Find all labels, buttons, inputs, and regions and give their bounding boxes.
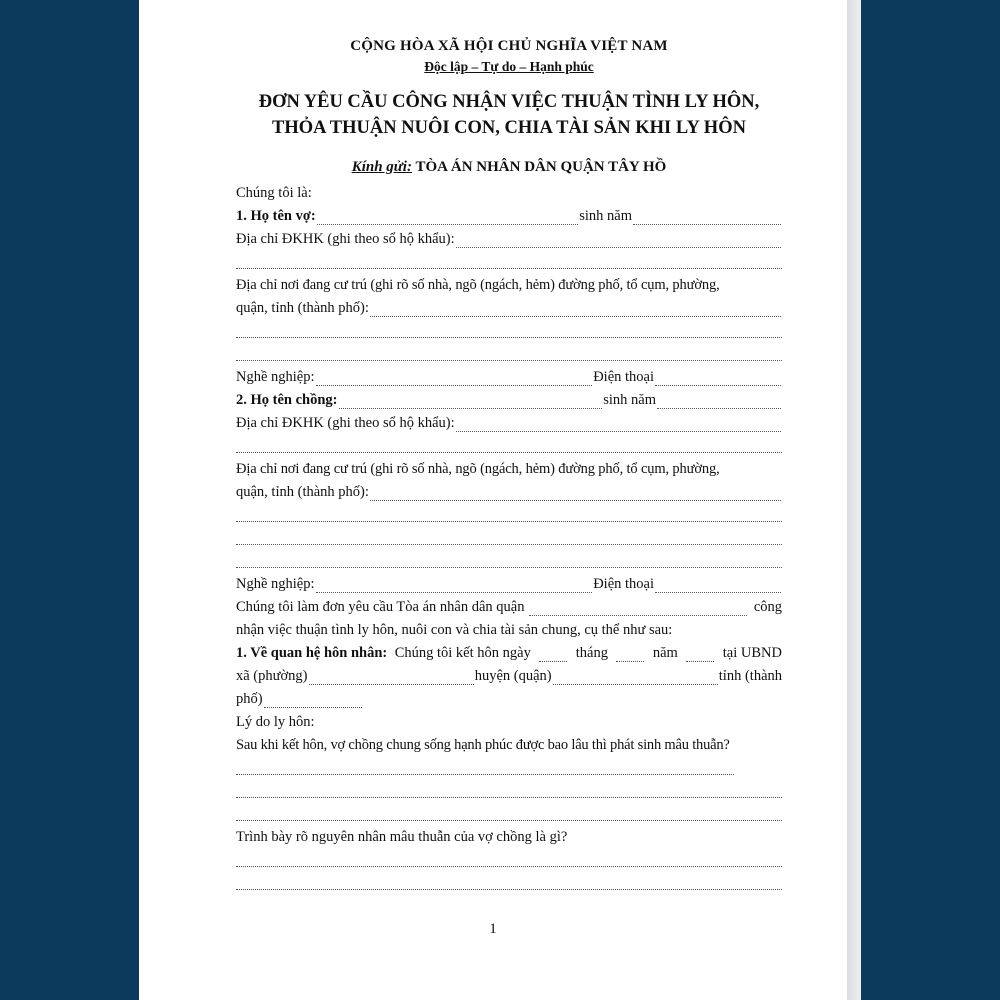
title-line-1: ĐƠN YÊU CẦU CÔNG NHẬN VIỆC THUẬN TÌNH LY HÔN, xyxy=(258,92,760,112)
wife-job-label: Nghề nghiệp: xyxy=(236,369,315,385)
wife-birth-field[interactable] xyxy=(632,205,782,228)
husband-address-line xyxy=(236,412,782,435)
husband-residence-line-2 xyxy=(236,481,782,504)
husband-address-blank[interactable] xyxy=(236,435,782,458)
request-text-end: công xyxy=(753,599,782,615)
husband-name-field[interactable] xyxy=(338,389,604,412)
husband-phone-label: Điện thoại xyxy=(593,576,654,592)
wife-name-line xyxy=(236,205,782,228)
wife-residence-field[interactable] xyxy=(369,297,782,320)
marriage-year-field[interactable] xyxy=(685,642,715,665)
husband-residence-field[interactable] xyxy=(369,481,782,504)
recipient-name: TÒA ÁN NHÂN DÂN QUẬN TÂY HỒ xyxy=(415,159,667,175)
recipient xyxy=(236,159,782,176)
husband-residence-blank-1[interactable] xyxy=(236,504,782,527)
wife-name-label: 1. Họ tên vợ: xyxy=(236,208,316,224)
marriage-district-field[interactable] xyxy=(552,665,719,688)
page-edge xyxy=(847,0,861,1000)
husband-name-label: 2. Họ tên chồng: xyxy=(236,392,338,408)
intro-line: Chúng tôi là: xyxy=(236,185,312,201)
marriage-heading: 1. Về quan hệ hôn nhân: xyxy=(236,645,388,661)
marriage-line-1 xyxy=(236,642,782,665)
husband-residence-blank-3[interactable] xyxy=(236,550,782,573)
marriage-province-label: tỉnh (thành xyxy=(718,668,782,684)
marriage-text-1: Chúng tôi kết hôn ngày xyxy=(394,645,531,661)
court-district-field[interactable] xyxy=(528,596,747,619)
wife-address-label: Địa chỉ ĐKHK (ghi theo sổ hộ khẩu): xyxy=(236,231,455,247)
title-line-2: THỎA THUẬN NUÔI CON, CHIA TÀI SẢN KHI LY HÔN xyxy=(272,118,746,138)
marriage-month-field[interactable] xyxy=(615,642,645,665)
request-line-1 xyxy=(236,596,782,619)
document-content xyxy=(236,38,782,895)
motto: Độc lập – Tự do – Hạnh phúc xyxy=(424,59,594,74)
reason-label: Lý do ly hôn: xyxy=(236,714,315,730)
marriage-text-4: tại UBND xyxy=(722,645,782,661)
request-text-start: Chúng tôi làm đơn yêu cầu Tòa án nhân dân quận xyxy=(236,599,525,615)
marriage-city-label: phố) xyxy=(236,691,263,707)
husband-address-field[interactable] xyxy=(455,412,782,435)
husband-name-line xyxy=(236,389,782,412)
document-page xyxy=(139,0,847,1000)
wife-phone-label: Điện thoại xyxy=(593,369,654,385)
husband-phone-field[interactable] xyxy=(654,573,782,596)
husband-birth-field[interactable] xyxy=(656,389,782,412)
marriage-day-field[interactable] xyxy=(538,642,568,665)
page-number: 1 xyxy=(489,921,497,937)
marriage-ward-label: xã (phường) xyxy=(236,668,308,684)
wife-phone-field[interactable] xyxy=(654,366,782,389)
wife-job-line xyxy=(236,366,782,389)
reason-question-1: Sau khi kết hôn, vợ chồng chung sống hạnh phúc được bao lâu thì phát sinh mâu thuẫn? xyxy=(236,737,730,753)
wife-residence-blank-1[interactable] xyxy=(236,320,782,343)
marriage-line-2 xyxy=(236,665,782,688)
wife-residence-blank-2[interactable] xyxy=(236,343,782,366)
wife-residence-line-1: Địa chỉ nơi đang cư trú (ghi rõ số nhà, ngõ (ngách, hẻm) đường phố, tổ cụm, phường, xyxy=(236,277,720,293)
wife-birth-label: sinh năm xyxy=(579,208,632,224)
husband-job-line xyxy=(236,573,782,596)
husband-birth-label: sinh năm xyxy=(603,392,656,408)
marriage-line-3 xyxy=(236,688,782,711)
marriage-text-2: tháng xyxy=(575,645,608,661)
marriage-district-label: huyện (quận) xyxy=(474,668,552,684)
nation-header: CỘNG HÒA XÃ HỘI CHỦ NGHĨA VIỆT NAM xyxy=(350,38,668,54)
reason-answer-2b[interactable] xyxy=(236,872,782,895)
reason-answer-1b[interactable] xyxy=(236,780,782,803)
husband-job-label: Nghề nghiệp: xyxy=(236,576,315,592)
husband-job-field[interactable] xyxy=(315,573,594,596)
request-line-2: nhận việc thuận tình ly hôn, nuôi con và chia tài sản chung, cụ thể như sau: xyxy=(236,622,673,638)
reason-answer-1a[interactable] xyxy=(236,757,734,780)
husband-residence-line-1: Địa chỉ nơi đang cư trú (ghi rõ số nhà, ngõ (ngách, hẻm) đường phố, tổ cụm, phường, xyxy=(236,461,720,477)
wife-job-field[interactable] xyxy=(315,366,594,389)
wife-address-field[interactable] xyxy=(455,228,782,251)
reason-answer-2a[interactable] xyxy=(236,849,782,872)
husband-address-label: Địa chỉ ĐKHK (ghi theo sổ hộ khẩu): xyxy=(236,415,455,431)
husband-residence-label: quận, tỉnh (thành phố): xyxy=(236,484,369,500)
wife-address-line xyxy=(236,228,782,251)
wife-residence-label: quận, tỉnh (thành phố): xyxy=(236,300,369,316)
document-title xyxy=(236,89,782,141)
marriage-text-3: năm xyxy=(652,645,678,661)
marriage-ward-field[interactable] xyxy=(308,665,475,688)
wife-residence-line-2 xyxy=(236,297,782,320)
recipient-label: Kính gửi: xyxy=(351,159,412,175)
reason-question-2: Trình bày rõ nguyên nhân mâu thuẫn của vợ chồng là gì? xyxy=(236,829,568,845)
wife-address-blank[interactable] xyxy=(236,251,782,274)
wife-name-field[interactable] xyxy=(316,205,580,228)
marriage-city-field[interactable] xyxy=(263,688,363,711)
reason-answer-1c[interactable] xyxy=(236,803,782,826)
husband-residence-blank-2[interactable] xyxy=(236,527,782,550)
